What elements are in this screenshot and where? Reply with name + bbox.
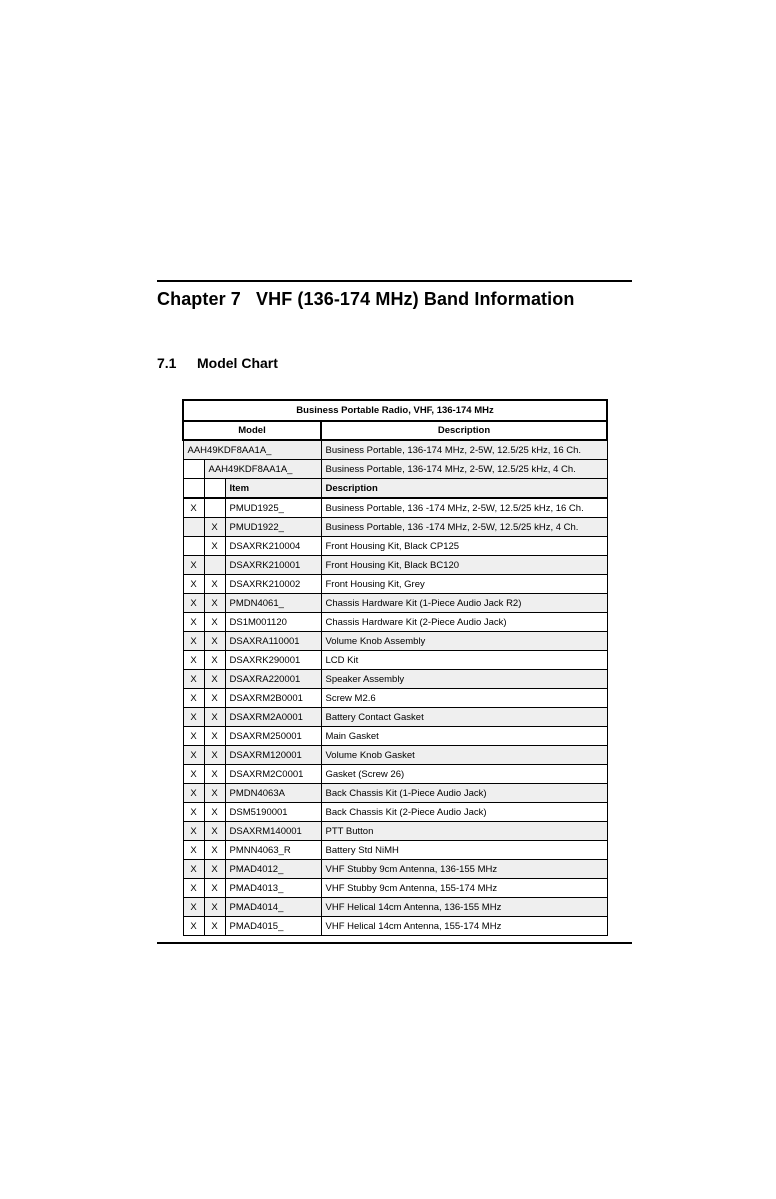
item-number: DSAXRM120001: [225, 746, 321, 765]
model-1-mark: X: [183, 594, 204, 613]
model-1-mark: X: [183, 841, 204, 860]
table-header-row: [183, 421, 607, 440]
table-row: [183, 898, 607, 917]
item-description: Business Portable, 136 -174 MHz, 2-5W, 12.5/25 kHz, 16 Ch.: [321, 498, 607, 518]
item-number: DSAXRM140001: [225, 822, 321, 841]
item-description: Battery Std NiMH: [321, 841, 607, 860]
item-description: Front Housing Kit, Black BC120: [321, 556, 607, 575]
table-title: Business Portable Radio, VHF, 136-174 MHz: [183, 400, 607, 421]
model-1-mark: X: [183, 803, 204, 822]
model-1-mark: X: [183, 879, 204, 898]
table-row: [183, 803, 607, 822]
item-number: DSAXRM2C0001: [225, 765, 321, 784]
model-1-mark: X: [183, 575, 204, 594]
item-number: DSM5190001: [225, 803, 321, 822]
item-description: Chassis Hardware Kit (1-Piece Audio Jack R2): [321, 594, 607, 613]
model-1-mark: X: [183, 727, 204, 746]
item-description: VHF Helical 14cm Antenna, 155-174 MHz: [321, 917, 607, 936]
item-number: DSAXRA110001: [225, 632, 321, 651]
model-2-mark: X: [204, 727, 225, 746]
item-number: PMAD4015_: [225, 917, 321, 936]
item-number: PMUD1922_: [225, 518, 321, 537]
item-number: DSAXRK290001: [225, 651, 321, 670]
table-row: [183, 784, 607, 803]
item-number: DS1M001120: [225, 613, 321, 632]
item-description: Battery Contact Gasket: [321, 708, 607, 727]
item-description: VHF Stubby 9cm Antenna, 136-155 MHz: [321, 860, 607, 879]
table-row: [183, 879, 607, 898]
model-2-mark: X: [204, 784, 225, 803]
model-1-mark: X: [183, 556, 204, 575]
item-number: PMUD1925_: [225, 498, 321, 518]
table-row: [183, 613, 607, 632]
item-description: Gasket (Screw 26): [321, 765, 607, 784]
item-number: PMAD4013_: [225, 879, 321, 898]
table-row: [183, 822, 607, 841]
table-row: [183, 689, 607, 708]
table-title-row: [183, 400, 607, 421]
model-1-mark: X: [183, 613, 204, 632]
item-column-header: Item: [225, 479, 321, 499]
model-2-mark: [204, 498, 225, 518]
table-row: [183, 746, 607, 765]
model-number: AAH49KDF8AA1A_: [183, 440, 321, 460]
model-2-mark: X: [204, 917, 225, 936]
model-2-mark: X: [204, 765, 225, 784]
model-1-mark: X: [183, 708, 204, 727]
model-chart-table: [182, 399, 608, 936]
model-2-mark: X: [204, 841, 225, 860]
model-1-mark: X: [183, 632, 204, 651]
table-row: [183, 518, 607, 537]
model-1-mark: [183, 518, 204, 537]
item-description: Business Portable, 136 -174 MHz, 2-5W, 12.5/25 kHz, 4 Ch.: [321, 518, 607, 537]
table-row: [183, 727, 607, 746]
section-name: Model Chart: [197, 355, 278, 371]
model-2-mark: X: [204, 860, 225, 879]
item-number: PMAD4014_: [225, 898, 321, 917]
model-1-mark: X: [183, 917, 204, 936]
item-description: Volume Knob Gasket: [321, 746, 607, 765]
item-description-header: Description: [321, 479, 607, 499]
table-row: [183, 594, 607, 613]
model-1-mark: X: [183, 689, 204, 708]
model-row: [183, 460, 607, 479]
chapter-number: Chapter 7: [157, 289, 241, 309]
item-description: Back Chassis Kit (2-Piece Audio Jack): [321, 803, 607, 822]
section-title: [157, 355, 278, 371]
model-1-mark: X: [183, 670, 204, 689]
model-number: AAH49KDF8AA1A_: [204, 460, 321, 479]
model-2-mark: X: [204, 594, 225, 613]
model-column-spacer: [183, 460, 204, 479]
model-column-spacer: [204, 479, 225, 499]
item-number: PMAD4012_: [225, 860, 321, 879]
model-1-mark: X: [183, 746, 204, 765]
table-row: [183, 765, 607, 784]
model-1-mark: X: [183, 765, 204, 784]
item-number: DSAXRM2B0001: [225, 689, 321, 708]
table-row: [183, 537, 607, 556]
item-description: Front Housing Kit, Grey: [321, 575, 607, 594]
model-2-mark: X: [204, 898, 225, 917]
item-description: Main Gasket: [321, 727, 607, 746]
table-row: [183, 841, 607, 860]
item-description: PTT Button: [321, 822, 607, 841]
model-2-mark: X: [204, 651, 225, 670]
model-2-mark: X: [204, 708, 225, 727]
table-row: [183, 651, 607, 670]
item-description: Screw M2.6: [321, 689, 607, 708]
item-description: Back Chassis Kit (1-Piece Audio Jack): [321, 784, 607, 803]
model-2-mark: X: [204, 632, 225, 651]
chapter-name: VHF (136-174 MHz) Band Information: [256, 289, 575, 309]
table-row: [183, 670, 607, 689]
table-row: [183, 575, 607, 594]
item-number: DSAXRA220001: [225, 670, 321, 689]
item-description: Volume Knob Assembly: [321, 632, 607, 651]
item-number: DSAXRM2A0001: [225, 708, 321, 727]
model-2-mark: X: [204, 879, 225, 898]
model-2-mark: X: [204, 575, 225, 594]
model-1-mark: X: [183, 898, 204, 917]
table-row: [183, 632, 607, 651]
item-description: VHF Helical 14cm Antenna, 136-155 MHz: [321, 898, 607, 917]
model-column-spacer: [183, 479, 204, 499]
top-rule: [157, 280, 632, 282]
description-column-header: Description: [321, 421, 607, 440]
model-1-mark: [183, 537, 204, 556]
table-row: [183, 556, 607, 575]
item-number: DSAXRK210004: [225, 537, 321, 556]
item-number: DSAXRK210002: [225, 575, 321, 594]
model-1-mark: X: [183, 822, 204, 841]
item-header-row: [183, 479, 607, 499]
model-column-header: Model: [183, 421, 321, 440]
item-description: VHF Stubby 9cm Antenna, 155-174 MHz: [321, 879, 607, 898]
model-2-mark: X: [204, 689, 225, 708]
item-number: PMDN4063A: [225, 784, 321, 803]
table-row: [183, 708, 607, 727]
model-2-mark: X: [204, 803, 225, 822]
item-description: Front Housing Kit, Black CP125: [321, 537, 607, 556]
model-row: [183, 440, 607, 460]
model-2-mark: X: [204, 613, 225, 632]
model-1-mark: X: [183, 860, 204, 879]
item-number: PMNN4063_R: [225, 841, 321, 860]
model-2-mark: X: [204, 537, 225, 556]
table-row: [183, 498, 607, 518]
chapter-title: [157, 289, 574, 310]
bottom-rule: [157, 942, 632, 944]
item-description: Chassis Hardware Kit (2-Piece Audio Jack): [321, 613, 607, 632]
item-description: Speaker Assembly: [321, 670, 607, 689]
model-2-mark: X: [204, 822, 225, 841]
item-description: LCD Kit: [321, 651, 607, 670]
model-2-mark: [204, 556, 225, 575]
model-description: Business Portable, 136-174 MHz, 2-5W, 12.5/25 kHz, 4 Ch.: [321, 460, 607, 479]
section-number: 7.1: [157, 355, 177, 371]
model-1-mark: X: [183, 784, 204, 803]
model-2-mark: X: [204, 518, 225, 537]
table-row: [183, 917, 607, 936]
model-2-mark: X: [204, 746, 225, 765]
model-2-mark: X: [204, 670, 225, 689]
item-number: PMDN4061_: [225, 594, 321, 613]
table-row: [183, 860, 607, 879]
item-number: DSAXRK210001: [225, 556, 321, 575]
model-1-mark: X: [183, 651, 204, 670]
item-number: DSAXRM250001: [225, 727, 321, 746]
model-description: Business Portable, 136-174 MHz, 2-5W, 12.5/25 kHz, 16 Ch.: [321, 440, 607, 460]
model-1-mark: X: [183, 498, 204, 518]
